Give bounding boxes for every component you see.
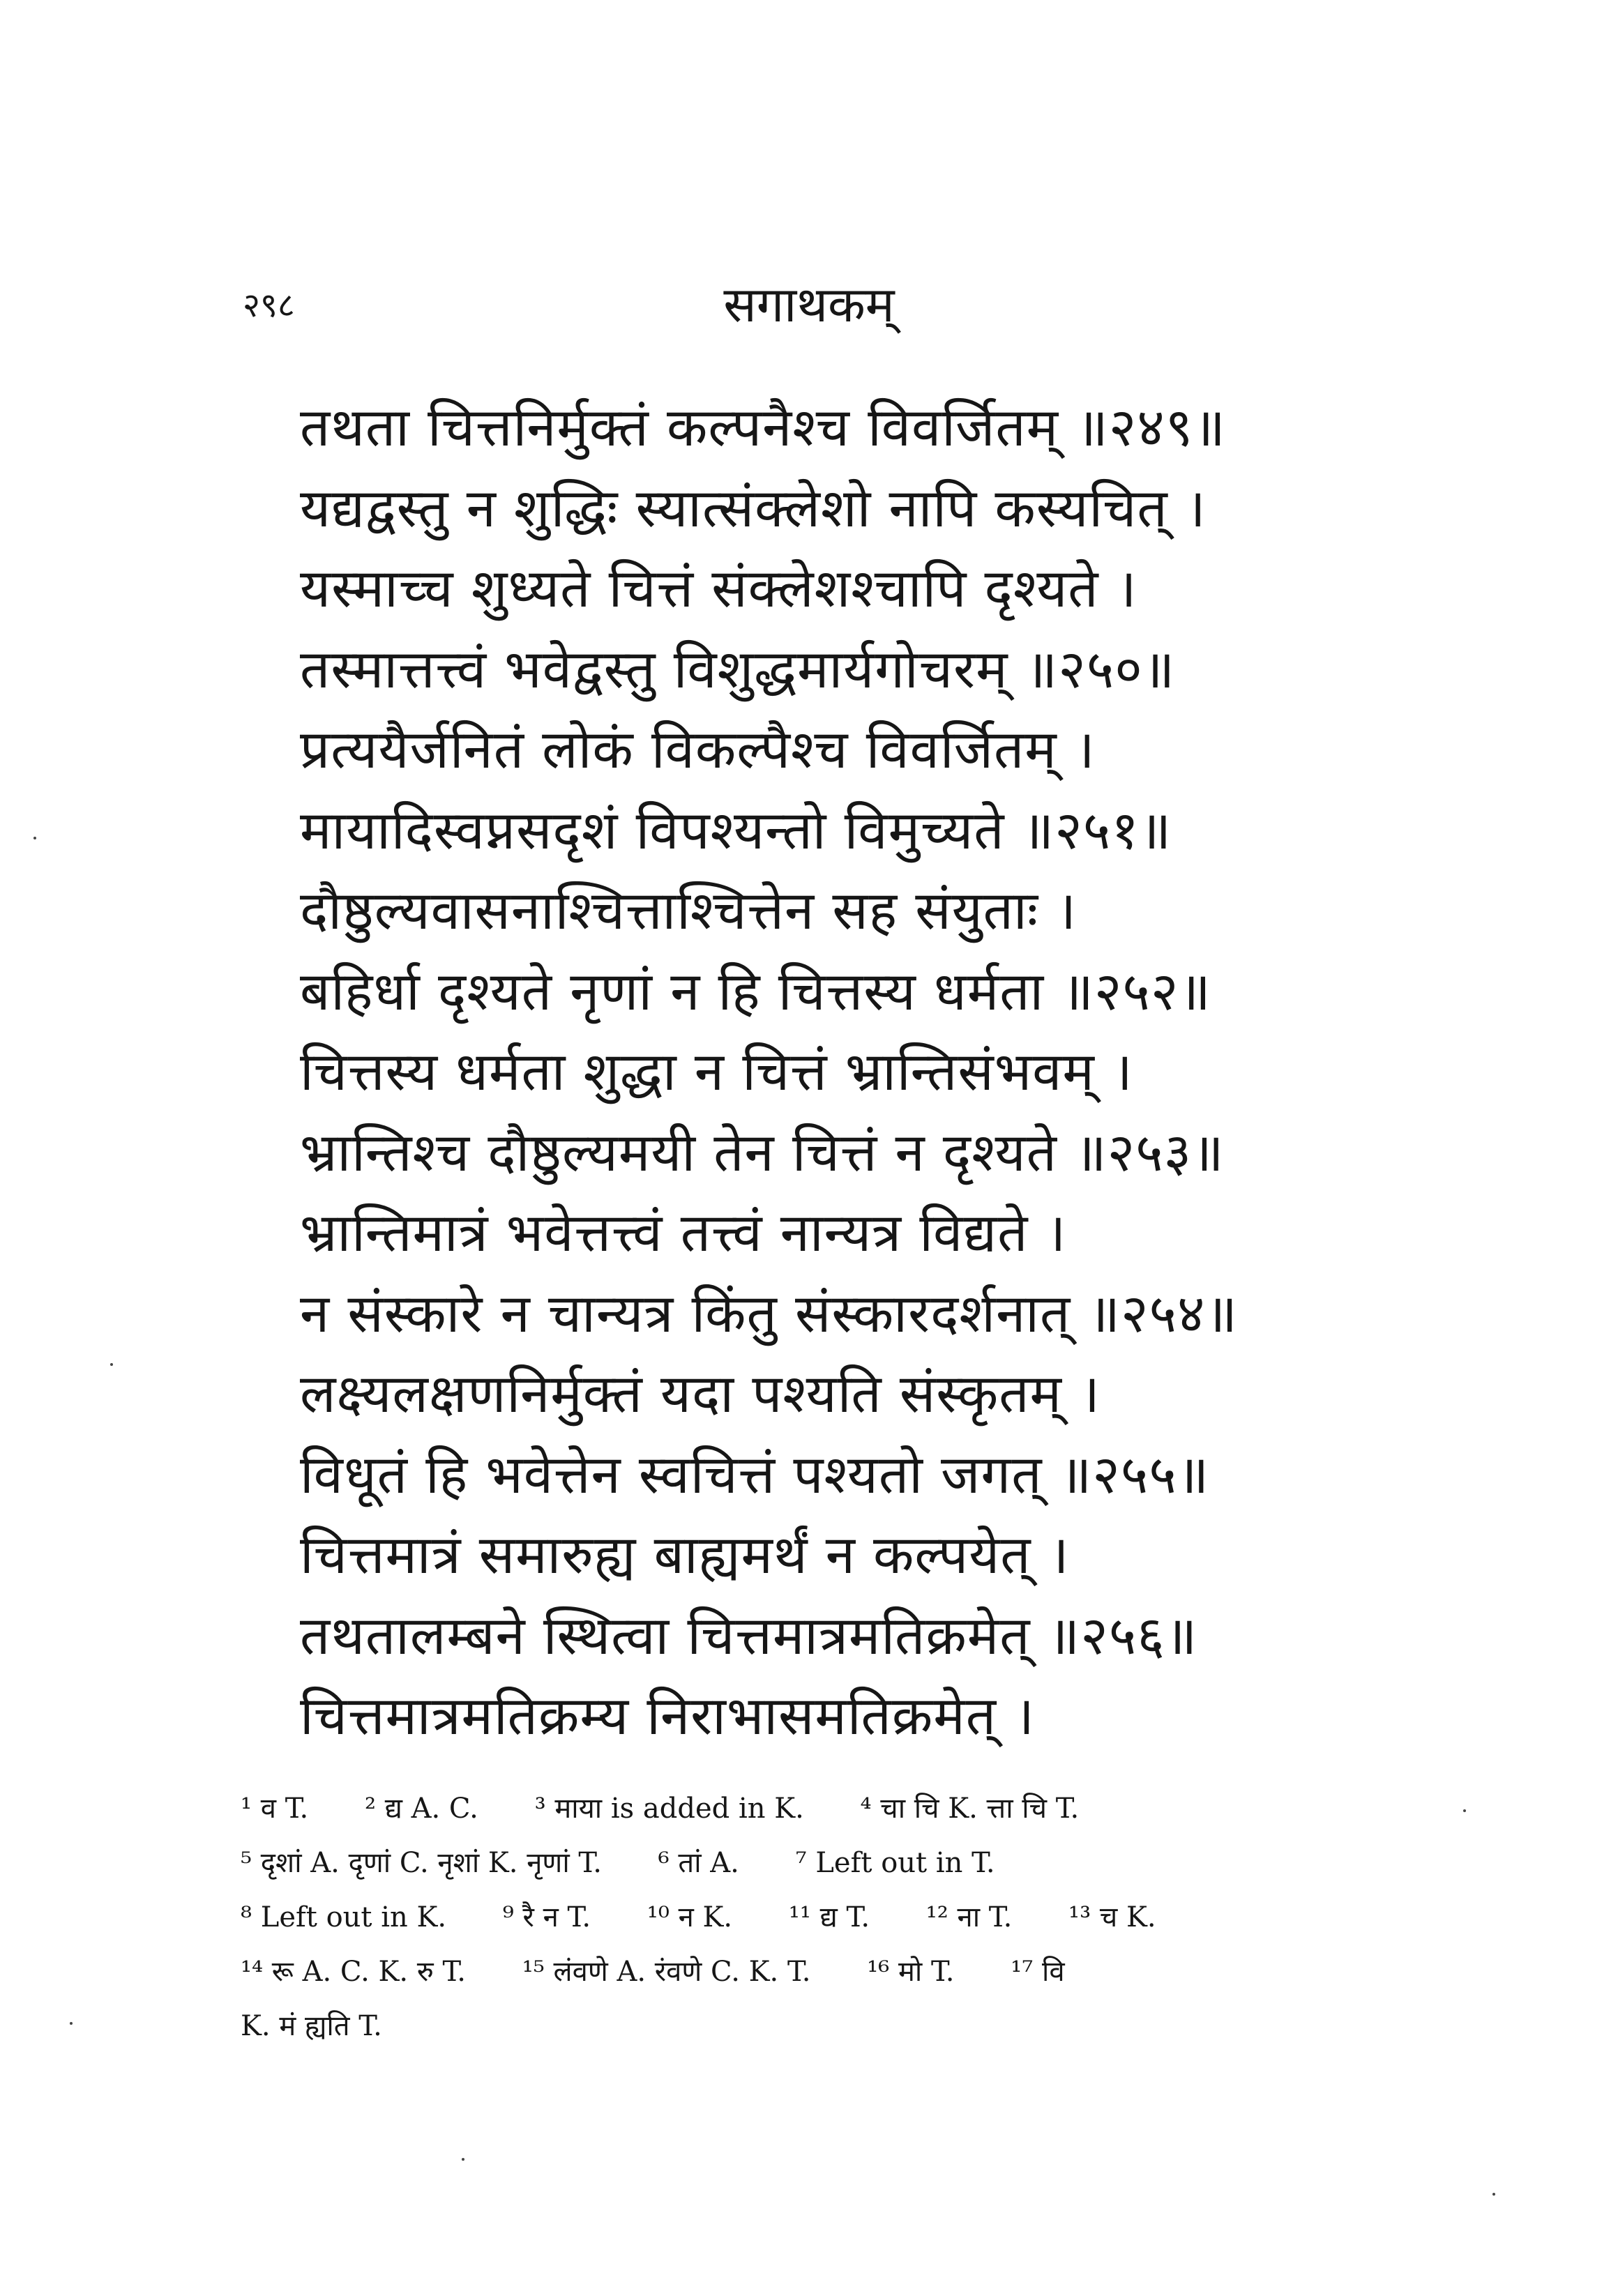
verse-line: भ्रान्तिश्च दौष्ठुल्यमयी तेन चित्तं न दृश्यते ॥२५३॥ [300,1120,1225,1183]
verse-line: तस्मात्तत्त्वं भवेद्वस्तु विशुद्धमार्यगोचरम् ॥२५०॥ [300,637,1176,700]
footnote: ⁵ दृशां A. दृणां C. नृशां K. नृणां T. [241,1847,602,1879]
verse-line: तथतालम्बने स्थित्वा चित्तमात्रमतिक्रमेत् ॥२५६॥ [300,1604,1198,1666]
scan-speck [70,2022,73,2025]
verse-line: न संस्कारे न चान्यत्र किंतु संस्कारदर्शनात् ॥२५४॥ [300,1282,1239,1344]
verse-line: प्रत्ययैर्जनितं लोकं विकल्पैश्च विवर्जितम् । [300,718,1096,780]
footnote: ⁸ Left out in K. [241,1901,447,1933]
scan-speck [1463,1809,1466,1812]
verse-line: यस्माच्च शुध्यते चित्तं संक्लेशश्चापि दृश्यते । [300,557,1137,619]
scan-speck [33,837,36,839]
footnote: ¹⁷ वि [1011,1956,1065,1988]
footnote: ¹⁵ लंवणे A. रंवणे C. K. T. [522,1956,811,1988]
verse-line: भ्रान्तिमात्रं भवेत्तत्त्वं तत्त्वं नान्यत्र विद्यते । [300,1201,1067,1263]
footnote: ⁹ रै न T. [502,1901,591,1933]
footnote: ¹ व T. [241,1793,309,1825]
footnote-line [241,1781,1426,1836]
scan-speck [1492,2193,1495,2196]
verse-line: तथता चित्तनिर्मुक्तं कल्पनैश्च विवर्जितम् ॥२४९॥ [300,396,1226,458]
footnotes [241,1781,1426,2053]
running-title: सगाथकम् [723,276,895,333]
page-number: २९८ [243,286,295,325]
footnote: ³ माया is added in K. [534,1793,804,1825]
verse-line: मायादिस्वप्नसदृशं विपश्यन्तो विमुच्यते ॥२५१॥ [300,798,1172,861]
verse-line: बहिर्धा दृश्यते नृणां न हि चित्तस्य धर्मता ॥२५२॥ [300,959,1211,1022]
footnote-line [241,1945,1426,1999]
footnote: ¹³ च K. [1068,1901,1156,1933]
footnote: ¹⁰ न K. [647,1901,733,1933]
footnote: ² द्य A. C. [364,1793,478,1825]
verse-line: दौष्ठुल्यवासनाश्चित्ताश्चित्तेन सह संयुताः । [300,879,1078,941]
footnote: ¹⁴ रू A. C. K. रु T. [241,1956,466,1988]
verse-line: चित्तमात्रमतिक्रम्य निराभासमतिक्रमेत् । [300,1685,1035,1747]
verse-line: चित्तमात्रं समारुह्य बाह्यमर्थं न कल्पयेत् । [300,1523,1070,1586]
verse-line: लक्ष्यलक्षणनिर्मुक्तं यदा पश्यति संस्कृतम् । [300,1362,1101,1424]
footnote: ⁴ चा चि K. त्ता चि T. [860,1793,1080,1825]
footnote-line [241,1890,1426,1945]
verse-line: यद्यद्वस्तु न शुद्धिः स्यात्संक्लेशो नापि कस्यचित् । [300,476,1207,539]
footnote: K. मं ह्यति T. [241,2010,382,2042]
footnote: ¹¹ द्य T. [788,1901,870,1933]
scan-speck [462,2158,464,2161]
footnote: ¹⁶ मो T. [867,1956,955,1988]
footnote: ¹² ना T. [925,1901,1013,1933]
footnote: ⁶ तां A. [658,1847,739,1879]
footnote-line [241,1999,1426,2053]
scan-speck [110,1363,113,1366]
verse-line: चित्तस्य धर्मता शुद्धा न चित्तं भ्रान्तिसंभवम् । [300,1040,1133,1102]
verse-block [300,387,1444,1756]
footnote: ⁷ Left out in T. [795,1847,995,1879]
footnote-line [241,1836,1426,1890]
verse-line: विधूतं हि भवेत्तेन स्वचित्तं पश्यतो जगत् ॥२५५॥ [300,1443,1210,1505]
